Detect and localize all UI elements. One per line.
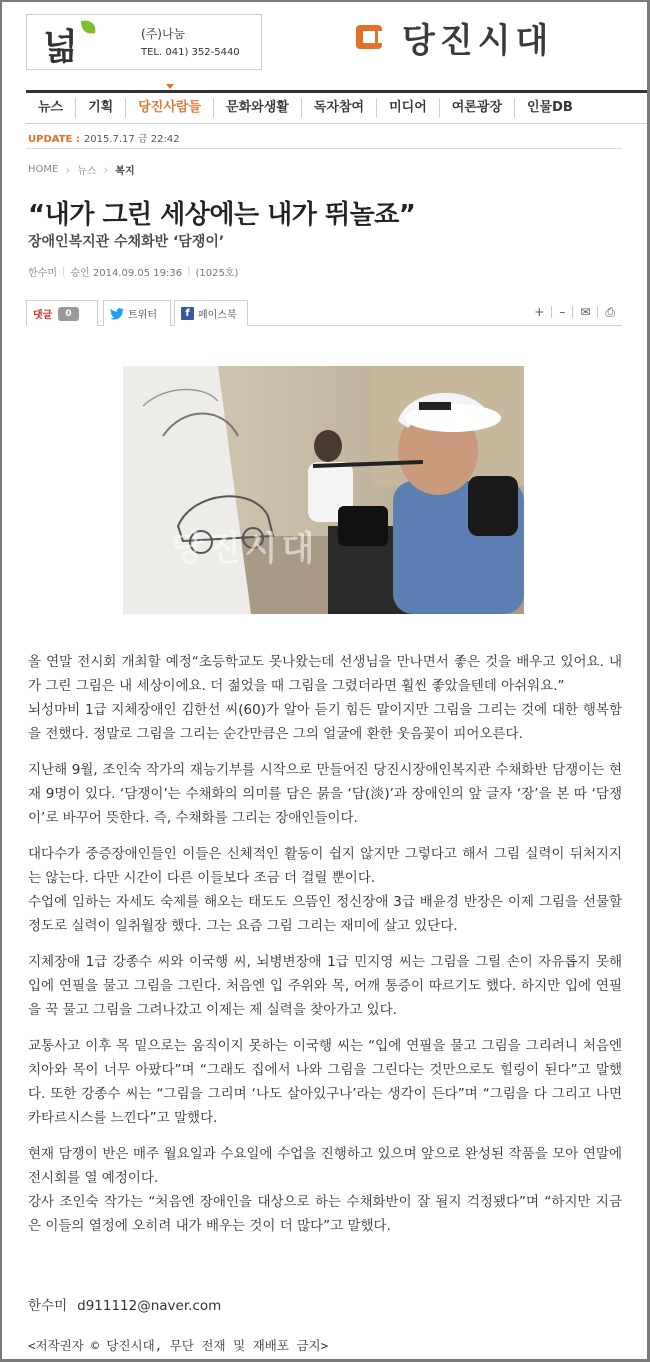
photo-illustration <box>123 366 524 614</box>
comment-count-badge: 0 <box>58 307 78 321</box>
article-paragraph: 교통사고 이후 목 밑으로는 움직이지 못하는 이국행 씨는 “입에 연필을 물고 그림을 그리려니 처음엔 치아와 목이 너무 아팠다”며 “그래도 집에서 나와 그림을 그린다는 것만으로도 힐링이 된다”고 말했다. 또한 강종수 씨는 “그림을 그리며 ‘나도 살아있구나’라는 생각이 든다”며 “그림을 다 그리고 나면 카타르시스를 느낀다”고 말했다. <box>28 1038 622 1126</box>
article-meta: 한수미 | 승인 2014.09.05 19:36 | (1025호) <box>28 266 239 279</box>
article-approved: 승인 2014.09.05 19:36 <box>70 268 183 279</box>
facebook-icon: f <box>181 307 194 320</box>
nav-item-people[interactable]: 당진사람들 <box>125 98 213 118</box>
chevron-right-icon: › <box>103 162 109 177</box>
site-name: 당진시대 <box>402 20 554 61</box>
font-increase-button[interactable]: + <box>534 305 545 319</box>
font-decrease-button[interactable]: – <box>551 306 572 318</box>
article-paragraph: 대다수가 중증장애인들인 이들은 신체적인 활동이 쉽지 않지만 그렇다고 해서 그림 실력이 뒤처지지는 않는다. 다만 시간이 다른 이들보다 조금 더 걸릴 뿐이다. 수업에 임하는 자세도 숙제를 해오는 태도도 으뜸인 정신장애 3급 배윤경 반장은 이제 그림을 선물할 정도로 실력이 일취월장 했다. 그는 요즘 그림 그리는 재미에 살고 있단다. <box>28 846 622 934</box>
nav-item-opinion[interactable]: 여론광장 <box>439 98 514 118</box>
update-stamp <box>28 130 180 145</box>
sponsor-tel: TEL. 041) 352-5440 <box>141 47 240 58</box>
print-icon[interactable]: ⎙ <box>597 306 622 318</box>
copyright-notice: <저작권자 © 당진시대, 무단 전재 및 재배포 금지> <box>28 1338 329 1353</box>
share-bar <box>26 300 622 326</box>
nav-item-feature[interactable]: 기획 <box>75 98 125 118</box>
article-issue: (1025호) <box>195 268 239 279</box>
twitter-icon <box>110 308 124 320</box>
twitter-share-button[interactable] <box>103 300 171 326</box>
nav-item-culture[interactable]: 문화와생활 <box>213 98 301 118</box>
article-subtitle: 장애인복지관 수채화반 ‘담쟁이’ <box>28 234 225 250</box>
breadcrumb <box>28 162 135 177</box>
comment-label: 댓글 <box>33 310 53 321</box>
sponsor-ad[interactable] <box>26 14 262 70</box>
article-author: 한수미 <box>28 268 57 279</box>
twitter-label: 트위터 <box>128 310 157 321</box>
main-nav <box>26 90 650 124</box>
article-paragraph: 현재 담쟁이 반은 매주 월요일과 수요일에 수업을 진행하고 있으며 앞으로 완성된 작품을 모아 연말에 전시회를 열 예정이다. 강사 조인숙 작가는 “처음엔 장애인을 대상으로 하는 수채화반이 잘 될지 걱정됐다”며 “하지만 지금은 이들의 열정에 오히려 내가 배우는 것이 더 많다”고 말했다. <box>28 1146 622 1234</box>
facebook-label: 페이스북 <box>198 310 237 321</box>
byline-email[interactable]: d911112@naver.com <box>77 1298 222 1314</box>
chevron-right-icon: › <box>65 162 71 177</box>
nav-item-news[interactable]: 뉴스 <box>38 100 64 115</box>
email-icon[interactable]: ✉ <box>572 306 597 318</box>
nanum-logo-icon <box>41 19 101 67</box>
nav-item-readers[interactable]: 독자참여 <box>301 98 376 118</box>
article-title: “내가 그린 세상에는 내가 뛰놀죠” <box>28 200 416 230</box>
comment-button[interactable] <box>26 300 98 326</box>
article-paragraph: 올 연말 전시회 개최할 예정“초등학교도 못나왔는데 선생님을 만나면서 좋은 것을 배우고 있어요. 내가 그린 그림은 내 세상이에요. 더 젊었을 때 그림을 그렸더라면 훨씬 좋았을텐데 아쉬워요.” 뇌성마비 1급 지체장애인 김한선 씨(60)가 알아 듣기 힘든 말이지만 그림을 그리는 것에 대한 행복함을 전했다. 정말로 그림을 그리는 순간만큼은 그의 얼굴에 환한 웃음꽃이 피어오른다. <box>28 654 622 742</box>
breadcrumb-home[interactable]: HOME <box>28 164 59 175</box>
site-logo[interactable] <box>356 16 554 61</box>
byline-name: 한수미 <box>28 1298 68 1314</box>
sponsor-name: (주)나눔 <box>141 27 186 41</box>
photo-watermark: 당진시대 <box>171 529 319 569</box>
svg-text:넒: 넒 <box>43 27 78 67</box>
breadcrumb-section[interactable]: 뉴스 <box>77 166 97 177</box>
update-value: 2015.7.17 금 22:42 <box>83 134 180 145</box>
divider <box>26 148 622 149</box>
breadcrumb-current[interactable]: 복지 <box>115 166 135 177</box>
article-body <box>28 650 622 1250</box>
article-paragraph: 지난해 9월, 조인숙 작가의 재능기부를 시작으로 만들어진 당진시장애인복지관 수채화반 담쟁이는 현재 9명이 있다. ‘담쟁이’는 수채화의 의미를 담은 묽을 ‘담(淡)’과 장애인의 앞 글자 ‘장’을 본 따 ‘담쟁이’로 바꾸어 뜻한다. 즉, 수채화를 그리는 장애인들이다. <box>28 762 622 826</box>
brand-mark-icon <box>356 20 390 54</box>
update-label: UPDATE : <box>28 134 80 145</box>
nav-item-media[interactable]: 미디어 <box>376 98 439 118</box>
article-tools <box>527 306 622 318</box>
nav-item-people-db[interactable]: 인물DB <box>514 98 585 118</box>
facebook-share-button[interactable] <box>174 300 248 326</box>
byline <box>28 1294 221 1314</box>
article-photo <box>123 366 524 614</box>
article-paragraph: 지체장애 1급 강종수 씨와 이국행 씨, 뇌병변장애 1급 민지영 씨는 그림을 그릴 손이 자유롭지 못해 입에 연필을 물고 그림을 그린다. 처음엔 입 주위와 목, 어깨 통증이 따르기도 했다. 하지만 입에 연필을 꾹 물고 그림을 그려나갔고 이제는 제 실력을 찾아가고 있다. <box>28 954 622 1018</box>
